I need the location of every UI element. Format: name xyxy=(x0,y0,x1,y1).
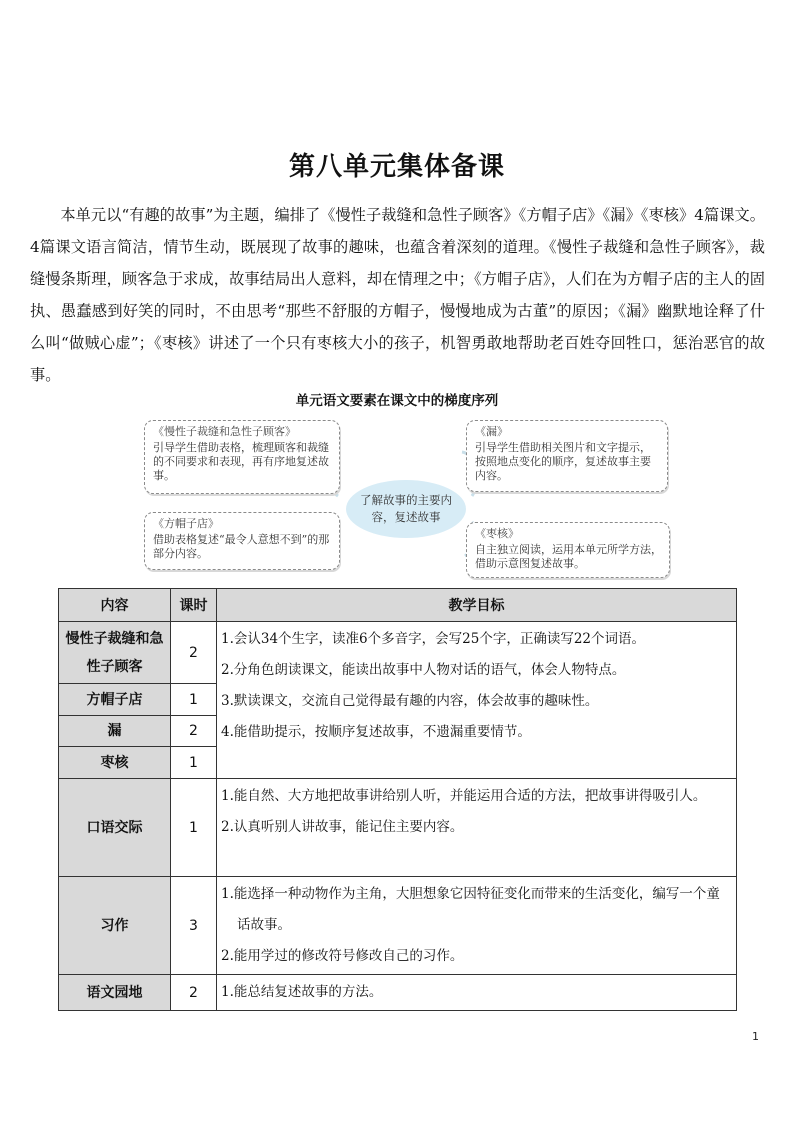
table-row xyxy=(59,779,737,877)
goal-item: 4.能借助提示，按顺序复述故事，不遗漏重要情节。 xyxy=(221,724,531,740)
cell-content: 枣核 xyxy=(59,747,171,779)
cell-content: 慢性子裁缝和急性子顾客 xyxy=(59,622,171,684)
table-row xyxy=(59,877,737,975)
goal-item: 2.分角色朗读课文，能读出故事中人物对话的语气，体会人物特点。 xyxy=(221,662,626,678)
goal-item: 3.默读课文，交流自己觉得最有趣的内容，体会故事的趣味性。 xyxy=(221,693,599,709)
diagram-box-lesson-2 xyxy=(144,512,340,570)
diagram-box-lesson-4 xyxy=(466,522,670,578)
cell-hours: 1 xyxy=(171,779,217,877)
table-header-row xyxy=(59,589,737,622)
diagram-box-title: 《漏》 xyxy=(475,425,508,438)
diagram-center-node: 了解故事的主要内容，复述故事 xyxy=(346,480,466,538)
cell-hours: 2 xyxy=(171,622,217,684)
column-header-content: 内容 xyxy=(59,589,171,622)
diagram-box-text: 引导学生借助相关图片和文字提示，按照地点变化的顺序，复述故事主要内容。 xyxy=(475,441,651,482)
cell-goals-garden xyxy=(217,975,737,1011)
diagram-title: 单元语文要素在课文中的梯度序列 xyxy=(295,393,499,409)
diagram-box-lesson-1 xyxy=(144,420,340,494)
diagram-box-title: 《枣核》 xyxy=(475,527,519,540)
gradient-sequence-diagram xyxy=(130,414,680,584)
goal-item: 1.能自然、大方地把故事讲给别人听，并能运用合适的方法，把故事讲得吸引人。 xyxy=(221,788,707,804)
cell-hours: 1 xyxy=(171,747,217,779)
diagram-box-lesson-3 xyxy=(466,420,668,492)
diagram-box-text: 自主独立阅读，运用本单元所学方法，借助示意图复述故事。 xyxy=(475,543,662,570)
cell-goals-writing xyxy=(217,877,737,975)
teaching-plan-table xyxy=(58,588,737,1011)
cell-goals-speaking xyxy=(217,779,737,877)
table-row xyxy=(59,622,737,684)
cell-goals-lessons xyxy=(217,622,737,779)
goal-item: 1.能总结复述故事的方法。 xyxy=(221,984,383,1000)
cell-content: 漏 xyxy=(59,716,171,747)
unit-introduction: 本单元以“有趣的故事”为主题，编排了《慢性子裁缝和急性子顾客》《方帽子店》《漏》《枣核》4篇课文。4篇课文语言简洁，情节生动，既展现了故事的趣味，也蕴含着深刻的道理。《慢性子裁缝和急性子顾客》，裁缝慢条斯理，顾客急于求成，故事结局出人意料，却在情理之中；《方帽子店》，人们在为方帽子店的主人的固执、愚蠢感到好笑的同时，不由思考“那些不舒服的方帽子，慢慢地成为古董”的原因；《漏》幽默地诠释了什么叫“做贼心虚”；《枣核》讲述了一个只有枣核大小的孩子，机智勇敢地帮助老百姓夺回牲口，惩治恶官的故事。 xyxy=(30,206,765,384)
diagram-box-text: 引导学生借助表格，梳理顾客和裁缝的不同要求和表现，再有序地复述故事。 xyxy=(153,441,329,482)
cell-hours: 2 xyxy=(171,975,217,1011)
cell-hours: 2 xyxy=(171,716,217,747)
cell-content: 习作 xyxy=(59,877,171,975)
goal-item: 2.能用学过的修改符号修改自己的习作。 xyxy=(221,948,464,964)
diagram-box-title: 《方帽子店》 xyxy=(153,517,219,530)
cell-hours: 1 xyxy=(171,684,217,716)
goal-item: 1.能选择一种动物作为主角，大胆想象它因特征变化而带来的生活变化，编写一个童话故事。 xyxy=(221,886,720,933)
cell-content: 方帽子店 xyxy=(59,684,171,716)
goal-item: 1.会认34个生字，读准6个多音字，会写25个字，正确读写22个词语。 xyxy=(221,631,646,647)
diagram-box-title: 《慢性子裁缝和急性子顾客》 xyxy=(153,425,296,438)
column-header-goals: 教学目标 xyxy=(217,589,737,622)
cell-hours: 3 xyxy=(171,877,217,975)
goal-item: 2.认真听别人讲故事，能记住主要内容。 xyxy=(221,819,464,835)
cell-content: 口语交际 xyxy=(59,779,171,877)
page-number: 1 xyxy=(752,1030,759,1043)
cell-content: 语文园地 xyxy=(59,975,171,1011)
column-header-hours: 课时 xyxy=(171,589,217,622)
page-title: 第八单元集体备课 xyxy=(288,152,505,182)
table-row xyxy=(59,975,737,1011)
diagram-box-text: 借助表格复述“最令人意想不到”的那部分内容。 xyxy=(153,533,330,560)
